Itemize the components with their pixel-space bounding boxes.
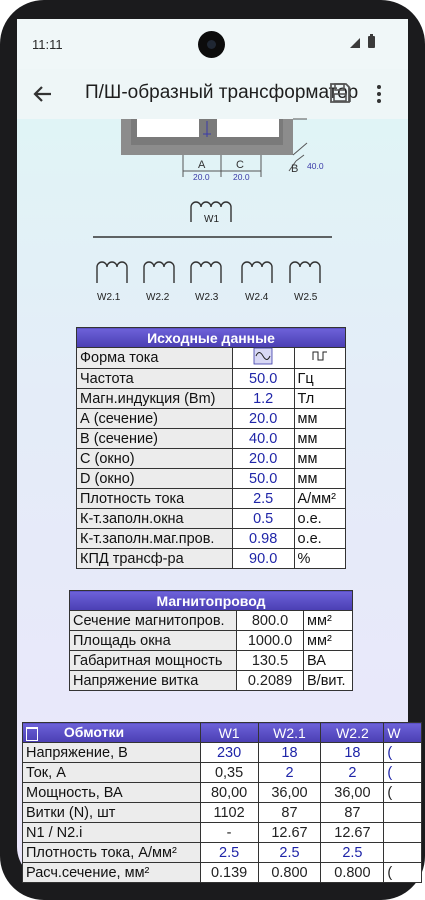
primary-label: W1 <box>204 214 219 225</box>
windings-value-cell: ( <box>384 783 422 803</box>
windings-value-cell: 0.800 <box>258 863 321 883</box>
windings-row-label: Напряжение, В <box>23 743 201 763</box>
sine-wave-option[interactable] <box>232 348 294 369</box>
input-row-label: В (сечение) <box>77 429 233 449</box>
front-camera <box>198 31 225 58</box>
winding-column-header: W1 <box>200 723 258 743</box>
input-row-unit: мм <box>294 449 345 469</box>
windings-row-label: Витки (N), шт <box>23 803 201 823</box>
windings-value-field[interactable] <box>384 843 422 863</box>
windings-header-cell <box>23 723 201 743</box>
windings-value-field[interactable]: 2.5 <box>258 843 321 863</box>
windings-value-field[interactable]: ( <box>384 743 422 763</box>
windings-value-cell: 12.67 <box>258 823 321 843</box>
input-row-label: Магн.индукция (Bm) <box>77 389 233 409</box>
windings-value-field[interactable]: 18 <box>258 743 321 763</box>
input-value-field[interactable]: 20.0 <box>232 409 294 429</box>
input-row-unit: Гц <box>294 369 345 389</box>
windings-value-cell <box>384 803 422 823</box>
secondary-label-5: W2.5 <box>294 292 318 303</box>
windings-value-cell: 80,00 <box>200 783 258 803</box>
windings-value-cell: 12.67 <box>321 823 384 843</box>
input-row-unit: % <box>294 549 345 569</box>
windings-value-cell: 87 <box>258 803 321 823</box>
windings-table-header: Обмотки <box>63 724 125 741</box>
winding-column-header: W <box>384 723 422 743</box>
core-drawing <box>121 119 307 155</box>
core-row-label: Площадь окна <box>70 631 237 651</box>
input-row-unit: мм <box>294 409 345 429</box>
input-value-field[interactable]: 0.5 <box>232 509 294 529</box>
windings-value-field[interactable]: 230 <box>200 743 258 763</box>
save-icon[interactable] <box>328 81 352 105</box>
windings-row-label: Плотность тока, А/мм² <box>23 843 201 863</box>
input-row-label: Плотность тока <box>77 489 233 509</box>
sine-wave-icon <box>254 348 272 364</box>
input-value-field[interactable]: 50.0 <box>232 369 294 389</box>
windings-value-field[interactable]: 2 <box>321 763 384 783</box>
windings-value-cell: 36,00 <box>321 783 384 803</box>
square-wave-option[interactable] <box>294 348 345 369</box>
input-value-field[interactable]: 0.98 <box>232 529 294 549</box>
core-row-label: Габаритная мощность <box>70 651 237 671</box>
trash-icon[interactable] <box>26 727 38 741</box>
windings-value-cell <box>384 823 422 843</box>
input-row-label: D (окно) <box>77 469 233 489</box>
core-row-value: 0.2089 <box>237 671 304 691</box>
input-row-unit: Тл <box>294 389 345 409</box>
windings-value-cell: 36,00 <box>258 783 321 803</box>
windings-value-field[interactable]: 18 <box>321 743 384 763</box>
input-data-table <box>76 327 346 569</box>
core-table-header: Магнитопровод <box>70 591 353 611</box>
windings-row-label: N1 / N2.i <box>23 823 201 843</box>
input-row-unit: А/мм² <box>294 489 345 509</box>
secondary-label-1: W2.1 <box>97 292 121 303</box>
windings-value-field[interactable]: 2 <box>258 763 321 783</box>
input-row-label: КПД трансф-ра <box>77 549 233 569</box>
secondary-label-4: W2.4 <box>245 292 269 303</box>
status-bar <box>17 19 408 69</box>
dim-c-value: 20.0 <box>233 172 250 182</box>
input-row-label: Частота <box>77 369 233 389</box>
core-row-value: 800.0 <box>237 611 304 631</box>
dim-b-label: B <box>291 163 299 175</box>
input-row-label: А (сечение) <box>77 409 233 429</box>
app-bar <box>17 69 408 119</box>
input-row-unit: о.е. <box>294 509 345 529</box>
input-value-field[interactable]: 50.0 <box>232 469 294 489</box>
input-row-unit: о.е. <box>294 529 345 549</box>
input-row-label: К-т.заполн.окна <box>77 509 233 529</box>
content-scroll[interactable] <box>17 119 408 881</box>
transformer-diagram <box>17 119 408 309</box>
input-value-field[interactable]: 20.0 <box>232 449 294 469</box>
windings-value-field[interactable]: 2.5 <box>321 843 384 863</box>
battery-icon <box>368 36 375 48</box>
input-value-field[interactable]: 40.0 <box>232 429 294 449</box>
magnetic-core-table <box>69 590 353 691</box>
core-row-unit: мм² <box>304 611 353 631</box>
input-row-label: К-т.заполн.маг.пров. <box>77 529 233 549</box>
screen <box>17 19 408 881</box>
core-row-unit: мм² <box>304 631 353 651</box>
windings-value-cell: ( <box>384 863 422 883</box>
windings-row-label: Ток, А <box>23 763 201 783</box>
dim-a-value: 20.0 <box>193 172 210 182</box>
windings-value-cell: 0.139 <box>200 863 258 883</box>
windings-value-field[interactable]: 2.5 <box>200 843 258 863</box>
dim-b-value: 40.0 <box>307 161 324 171</box>
waveform-label: Форма тока <box>77 348 233 369</box>
status-time: 11:11 <box>32 37 63 52</box>
secondary-label-2: W2.2 <box>146 292 170 303</box>
signal-icon <box>350 38 360 48</box>
input-row-unit: мм <box>294 469 345 489</box>
core-row-unit: В/вит. <box>304 671 353 691</box>
dim-a-label: A <box>198 159 206 171</box>
core-row-label: Напряжение витка <box>70 671 237 691</box>
input-table-header: Исходные данные <box>77 328 346 348</box>
more-vert-icon[interactable] <box>375 82 383 106</box>
input-row-unit: мм <box>294 429 345 449</box>
windings-value-cell: 87 <box>321 803 384 823</box>
core-row-unit: ВА <box>304 651 353 671</box>
back-arrow-icon[interactable] <box>31 82 55 106</box>
winding-column-header: W2.2 <box>321 723 384 743</box>
windings-value-field: 0,35 <box>200 763 258 783</box>
core-row-value: 1000.0 <box>237 631 304 651</box>
windings-row-label: Расч.сечение, мм² <box>23 863 201 883</box>
dim-c-label: C <box>236 159 244 171</box>
input-value-field[interactable]: 2.5 <box>232 489 294 509</box>
winding-column-header: W2.1 <box>258 723 321 743</box>
input-row-label: С (окно) <box>77 449 233 469</box>
windings-value-cell: - <box>200 823 258 843</box>
page-title: П/Ш-образный трансформатор <box>85 82 359 103</box>
windings-row-label: Мощность, ВА <box>23 783 201 803</box>
input-value-field[interactable]: 1.2 <box>232 389 294 409</box>
core-row-label: Сечение магнитопров. <box>70 611 237 631</box>
secondary-label-3: W2.3 <box>195 292 219 303</box>
square-wave-icon <box>311 348 329 364</box>
input-value-field[interactable]: 90.0 <box>232 549 294 569</box>
windings-value-cell: 0.800 <box>321 863 384 883</box>
windings-value-cell: 1102 <box>200 803 258 823</box>
windings-value-field[interactable]: ( <box>384 763 422 783</box>
windings-table <box>22 722 422 883</box>
secondary-coils <box>97 262 320 283</box>
core-row-value: 130.5 <box>237 651 304 671</box>
